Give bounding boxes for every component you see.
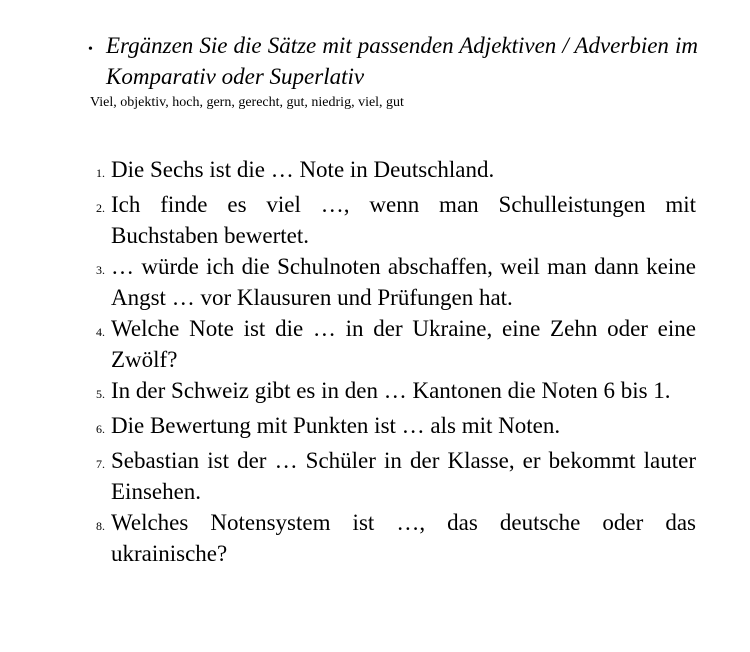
sentence-item (96, 313, 696, 375)
sentence-number: 2. (96, 201, 105, 215)
sentence-item (96, 375, 696, 410)
sentence-number: 5. (96, 387, 105, 401)
sentence-text: Welches Notensystem ist …, das deutsche oder das ukrainische? (111, 510, 696, 566)
sentence-text: Ich finde es viel …, wenn man Schulleistungen mit Buchstaben bewertet. (111, 192, 696, 248)
task-instruction (88, 30, 698, 92)
sentence-text: Die Bewertung mit Punkten ist … als mit Noten. (111, 413, 561, 438)
sentence-item (96, 507, 696, 569)
sentence-list (96, 154, 696, 569)
sentence-number: 1. (96, 166, 105, 180)
task-title: Ergänzen Sie die Sätze mit passenden Adjektiven / Adverbien im Komparativ oder Superlativ (106, 33, 698, 89)
sentence-item (96, 189, 696, 251)
sentence-number: 8. (96, 519, 105, 533)
sentence-text: Die Sechs ist die … Note in Deutschland. (111, 157, 495, 182)
sentence-number: 3. (96, 263, 105, 277)
sentence-item (96, 445, 696, 507)
sentence-item (96, 410, 696, 445)
bullet-icon: • (88, 42, 93, 57)
sentence-text: Welche Note ist die … in der Ukraine, eine Zehn oder eine Zwölf? (111, 316, 696, 372)
word-bank: Viel, objektiv, hoch, gern, gerecht, gut, niedrig, viel, gut (90, 95, 404, 110)
sentence-text: In der Schweiz gibt es in den … Kantonen die Noten 6 bis 1. (111, 378, 671, 403)
sentence-number: 7. (96, 457, 105, 471)
sentence-item (96, 251, 696, 313)
sentence-number: 6. (96, 422, 105, 436)
sentence-text: … würde ich die Schulnoten abschaffen, weil man dann keine Angst … vor Klausuren und Prüfungen hat. (111, 254, 696, 310)
sentence-item (96, 154, 696, 189)
sentence-number: 4. (96, 325, 105, 339)
sentence-text: Sebastian ist der … Schüler in der Klasse, er bekommt lauter Einsehen. (111, 448, 696, 504)
